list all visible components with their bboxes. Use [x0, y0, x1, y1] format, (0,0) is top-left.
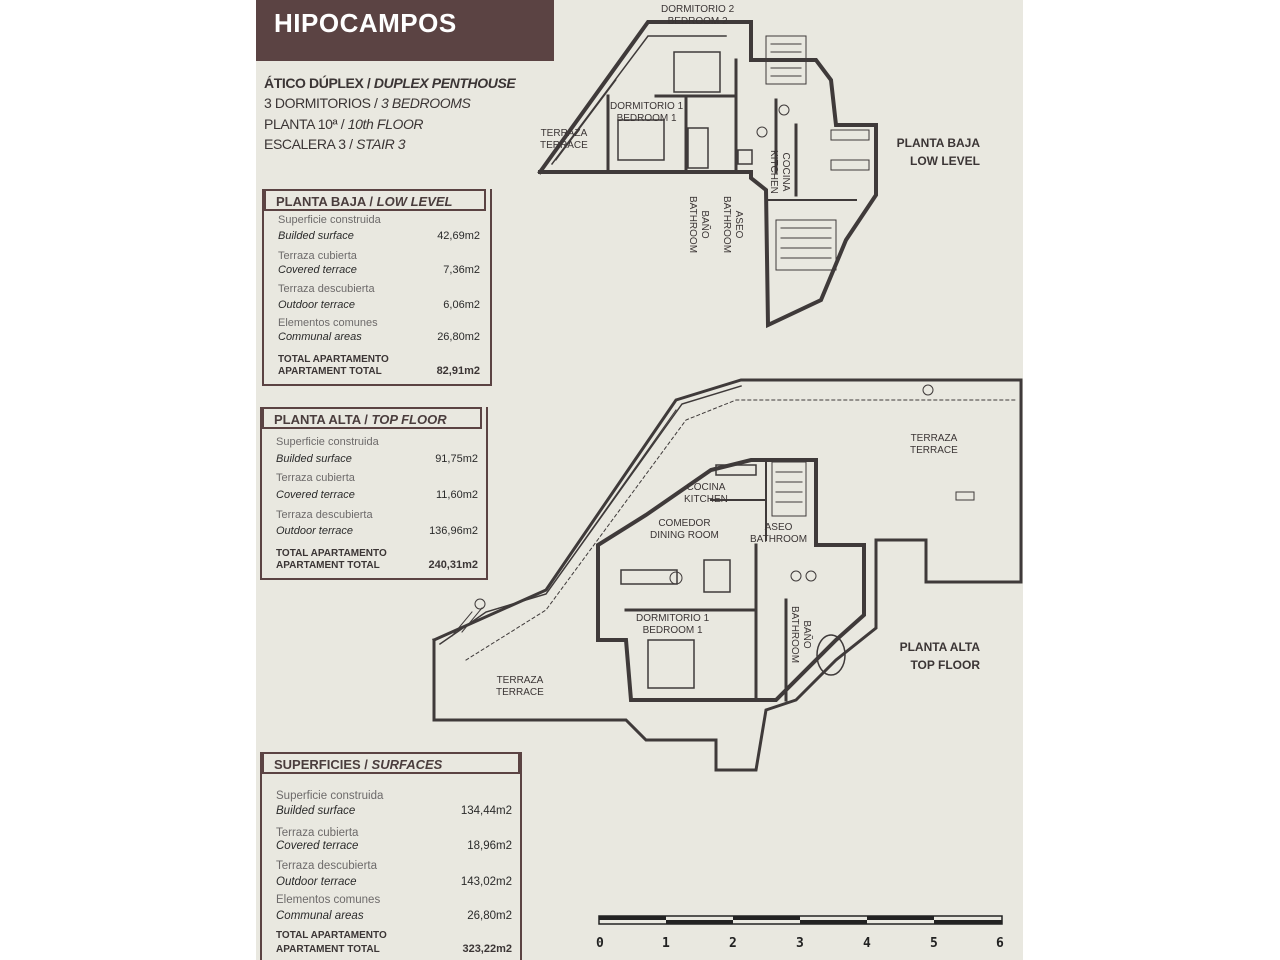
low-row-3-es: Terraza descubierta [278, 283, 375, 295]
top-row-2-en: Covered terrace [276, 489, 355, 501]
top-row-1-en: Builded surface [276, 453, 352, 465]
top-total-es: TOTAL APARTAMENTO [276, 548, 387, 559]
meta-type-es: ÁTICO DÚPLEX / [264, 75, 371, 91]
top-room-bano-en: BATHROOM [789, 606, 800, 664]
top-room-terrace-west-en: TERRACE [496, 687, 544, 698]
low-level-plan-label-es: PLANTA BAJA [896, 136, 980, 150]
sum-row-4-value: 26,80m2 [467, 910, 512, 922]
top-room-terrace-west-es: TERRAZA [496, 675, 544, 686]
low-room-terrace-es: TERRAZA [540, 128, 588, 139]
low-row-1-value: 42,69m2 [437, 230, 480, 242]
top-room-bano [788, 606, 812, 663]
scale-tick-0: 0 [596, 936, 604, 951]
low-room-terrace [540, 128, 588, 152]
low-level-plan [540, 22, 876, 325]
low-total-es: TOTAL APARTAMENTO [278, 354, 389, 365]
sum-row-3-value: 143,02m2 [460, 876, 512, 888]
low-row-4-value: 26,80m2 [437, 331, 480, 343]
low-room-kitchen-es: COCINA [780, 152, 791, 192]
sum-total-en: APARTAMENT TOTAL [276, 944, 380, 955]
low-room-bedroom2 [661, 4, 734, 28]
low-total-value: 82,91m2 [436, 365, 480, 377]
low-room-bedroom1 [610, 101, 683, 125]
top-room-terrace-east-en: TERRACE [910, 445, 958, 456]
top-room-aseo-en: BATHROOM [750, 534, 808, 545]
low-row-2-value: 7,36m2 [443, 264, 480, 276]
sum-total-es: TOTAL APARTAMENTO [276, 930, 387, 941]
low-room-bedroom2-es: DORMITORIO 2 [661, 4, 735, 15]
low-room-aseo-es: ASEO [733, 210, 744, 239]
sum-row-1-value: 134,44m2 [460, 805, 512, 817]
sum-row-1-es: Superficie construida [276, 790, 384, 802]
low-room-aseo-en: BATHROOM [721, 196, 732, 254]
low-room-kitchen-en: KITCHEN [768, 150, 779, 194]
sum-row-2-value: 18,96m2 [467, 840, 512, 852]
scale-seg-3 [733, 916, 800, 920]
meta-bedrooms-es: 3 DORMITORIOS / [264, 95, 378, 111]
low-row-2-en: Covered terrace [278, 264, 357, 276]
top-room-kitchen [684, 482, 728, 506]
top-room-aseo [750, 522, 807, 546]
scale-tick-6: 6 [996, 936, 1004, 951]
low-row-2-es: Terraza cubierta [278, 250, 357, 262]
top-room-terrace-east [910, 433, 958, 457]
top-room-bano-es: BAÑO [801, 620, 812, 649]
top-floor-plan-label-en: TOP FLOOR [910, 658, 980, 672]
surfaces-heading-es: SUPERFICIES / [274, 757, 368, 772]
meta-stair-es: ESCALERA 3 / [264, 136, 353, 152]
meta-floor-en: 10th FLOOR [347, 116, 424, 132]
low-room-terrace-en: TERRACE [540, 140, 588, 151]
low-level-heading-es: PLANTA BAJA / [276, 194, 374, 209]
top-room-kitchen-es: COCINA [686, 482, 726, 493]
top-row-3-value: 136,96m2 [429, 525, 478, 537]
top-floor-plan-label [900, 640, 980, 672]
low-row-3-value: 6,06m2 [443, 299, 480, 311]
sum-total-value: 323,22m2 [462, 943, 512, 955]
scale-seg-4 [800, 920, 867, 924]
scale-tick-1: 1 [662, 936, 670, 951]
meta-stair-en: STAIR 3 [356, 136, 406, 152]
low-level-heading-en: LOW LEVEL [376, 194, 453, 209]
top-room-terrace-west [496, 675, 544, 699]
scale-seg-5 [867, 916, 934, 920]
top-room-dining-es: COMEDOR [658, 518, 711, 529]
sum-row-2-es: Terraza cubierta [276, 827, 359, 839]
meta-type-en: DUPLEX PENTHOUSE [373, 75, 516, 91]
meta-floor-es: PLANTA 10ª / [264, 116, 345, 132]
top-room-aseo-es: ASEO [764, 522, 793, 533]
top-row-1-value: 91,75m2 [435, 453, 478, 465]
scale-seg-2 [666, 920, 733, 924]
meta-bedrooms-en: 3 BEDROOMS [381, 95, 471, 111]
scale-seg-1 [599, 916, 666, 920]
floor-plan-sheet [256, 0, 1023, 960]
low-row-1-en: Builded surface [278, 230, 354, 242]
low-room-bano [686, 196, 710, 253]
low-row-4-en: Communal areas [278, 331, 362, 343]
low-row-4-es: Elementos comunes [278, 317, 378, 329]
low-room-kitchen [767, 150, 791, 194]
scale-tick-5: 5 [930, 936, 938, 951]
scale-tick-4: 4 [863, 936, 871, 951]
top-row-2-es: Terraza cubierta [276, 472, 355, 484]
sum-row-1-en: Builded surface [276, 805, 356, 817]
sum-row-3-en: Outdoor terrace [276, 876, 357, 888]
low-row-3-en: Outdoor terrace [278, 299, 356, 311]
page-title: HIPOCAMPOS [274, 8, 457, 38]
scale-seg-6 [934, 920, 1002, 924]
low-room-bano-en: BATHROOM [687, 196, 698, 254]
top-row-1-es: Superficie construida [276, 436, 379, 448]
low-room-bedroom1-en: BEDROOM 1 [616, 113, 677, 124]
sum-row-2-en: Covered terrace [276, 840, 359, 852]
top-row-3-es: Terraza descubierta [276, 509, 373, 521]
low-room-aseo [720, 196, 744, 253]
low-room-bedroom2-en: BEDROOM 2 [667, 16, 728, 27]
low-row-1-es: Superficie construida [278, 214, 381, 226]
surfaces-heading-en: SURFACES [371, 757, 443, 772]
top-floor-heading-en: TOP FLOOR [371, 412, 447, 427]
top-total-en: APARTAMENT TOTAL [276, 560, 380, 571]
sum-row-4-es: Elementos comunes [276, 894, 381, 906]
top-room-bedroom1 [636, 613, 709, 637]
top-total-value: 240,31m2 [428, 559, 478, 571]
scale-bar [599, 916, 1002, 924]
top-room-dining [650, 518, 719, 542]
low-level-plan-label [897, 136, 980, 168]
top-room-dining-en: DINING ROOM [650, 530, 719, 541]
low-level-plan-label-en: LOW LEVEL [910, 154, 980, 168]
top-row-3-en: Outdoor terrace [276, 525, 354, 537]
sum-row-3-es: Terraza descubierta [276, 860, 377, 872]
top-room-bedroom1-es: DORMITORIO 1 [636, 613, 710, 624]
top-room-terrace-east-es: TERRAZA [910, 433, 958, 444]
top-room-kitchen-en: KITCHEN [684, 494, 728, 505]
scale-tick-2: 2 [729, 936, 737, 951]
top-floor-plan-label-es: PLANTA ALTA [899, 640, 980, 654]
top-floor-heading-es: PLANTA ALTA / [274, 412, 368, 427]
top-row-2-value: 11,60m2 [436, 489, 478, 501]
low-room-bedroom1-es: DORMITORIO 1 [610, 101, 684, 112]
top-room-bedroom1-en: BEDROOM 1 [642, 625, 703, 636]
scale-tick-3: 3 [796, 936, 804, 951]
low-total-en: APARTAMENT TOTAL [278, 366, 382, 377]
sum-row-4-en: Communal areas [276, 910, 364, 922]
low-room-bano-es: BAÑO [699, 210, 710, 239]
